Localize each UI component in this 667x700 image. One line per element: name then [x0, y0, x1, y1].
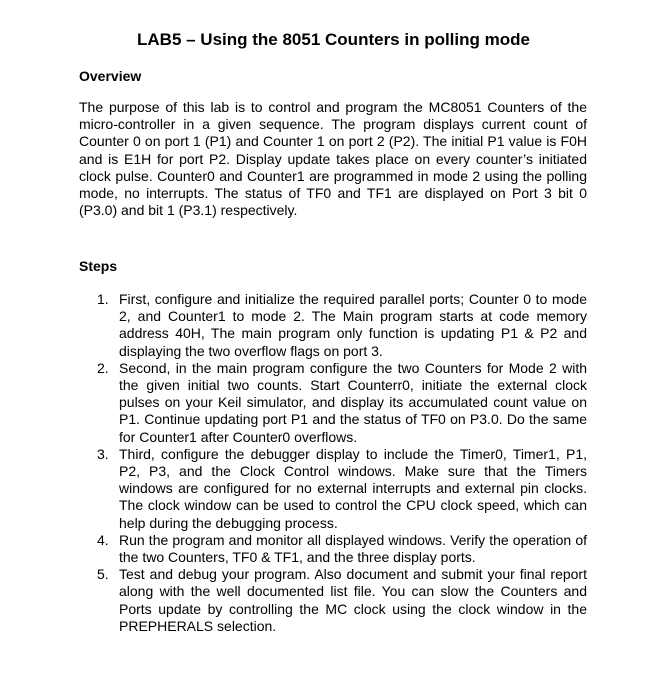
- step-text: Run the program and monitor all displayed windows. Verify the operation of the two Counters, TF0 & TF1, and the three display ports.: [119, 531, 587, 566]
- step-item-1: [97, 291, 587, 360]
- document-title: LAB5 – Using the 8051 Counters in polling mode: [137, 30, 530, 49]
- step-text: Third, configure the debugger display to include the Timer0, Timer1, P1, P2, P3, and the Clock Control windows. Make sure that the Timers windows are configured for no external interrupts and external pin clocks. The clock window can be used to control the CPU clock speed, which can help during the debugging process.: [119, 445, 587, 531]
- overview-heading: Overview: [79, 68, 142, 84]
- step-item-5: [97, 566, 587, 635]
- step-item-3: [97, 446, 587, 532]
- overview-paragraph: The purpose of this lab is to control and program the MC8051 Counters of the micro-controller in a given sequence. The program displays current count of Counter 0 on port 1 (P1) and Counter 1 on port 2 (P2). The initial P1 value is F0H and is E1H for port P2. Display update takes place on every counter’s initiated clock pulse. Counter0 and Counter1 are programmed in mode 2 using the polling mode, no interrupts. The status of TF0 and TF1 are displayed on Port 3 bit 0 (P3.0) and bit 1 (P3.1) respectively.: [79, 99, 587, 219]
- steps-heading: Steps: [79, 258, 118, 274]
- step-item-4: [97, 532, 587, 566]
- step-text: Test and debug your program. Also document and submit your final report along with the well documented list file. You can slow the Counters and Ports update by controlling the MC clock using the clock window in the PREPHERALS selection.: [119, 566, 587, 634]
- step-number: 2.: [97, 359, 109, 376]
- step-number: 3.: [97, 445, 109, 462]
- step-item-2: [97, 360, 587, 446]
- step-number: 5.: [97, 566, 109, 583]
- step-text: Second, in the main program configure the two Counters for Mode 2 with the given initial two counts. Start Counterr0, initiate the external clock pulses on your Keil simulator, and display its accumulated count value on P1. Continue updating port P1 and the status of TF0 on P3.0. Do the same for Counter1 after Counter0 overflows.: [119, 359, 587, 445]
- step-text: First, configure and initialize the required parallel ports; Counter 0 to mode 2, and Counter1 to mode 2. The Main program starts at code memory address 40H, The main program only function is updating P1 & P2 and displaying the two overflow flags on port 3.: [119, 291, 587, 359]
- step-number: 1.: [97, 291, 109, 307]
- step-number: 4.: [97, 531, 109, 548]
- steps-list: [97, 291, 587, 635]
